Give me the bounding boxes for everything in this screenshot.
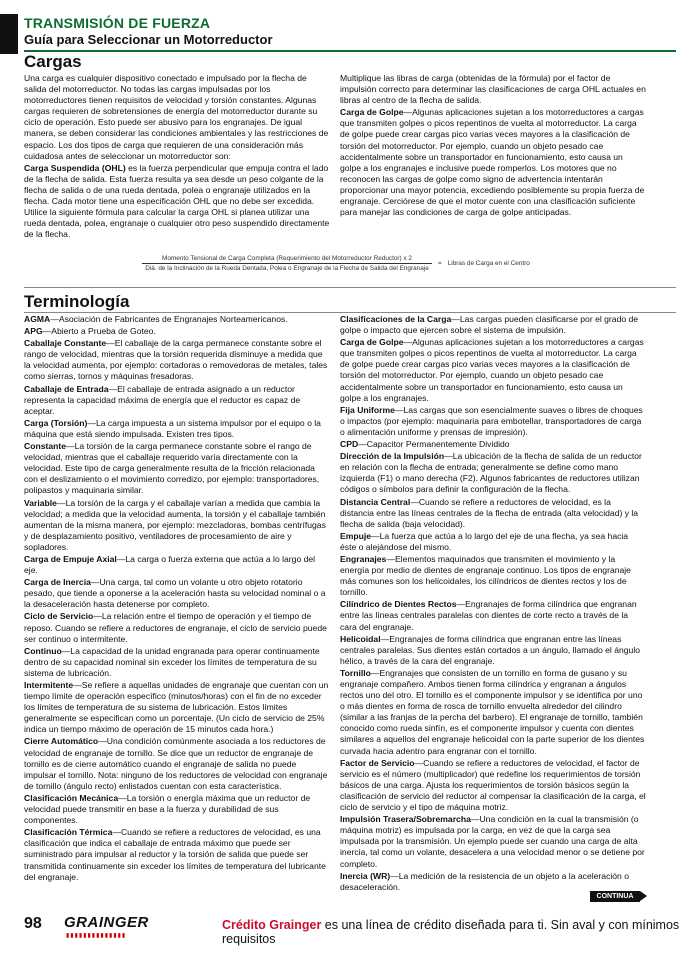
glossary-entry bbox=[24, 314, 330, 325]
glossary-entry-text: —Cuando se refiere a reductores de velocidad, es una clasificación que indica el caballaje de entrada máximo que puede ser suministrado para impulsar al reductor y la torsión de salida que puede ser transmitida continuamente sin exceder los límites de temperatura del lubricante del engranaje. bbox=[24, 827, 326, 882]
glossary-entry-term: Factor de Servicio bbox=[340, 757, 415, 768]
glossary-entry bbox=[340, 337, 646, 404]
glossary-entry bbox=[340, 314, 646, 336]
glossary-entry bbox=[24, 793, 330, 826]
glossary-entry bbox=[24, 498, 330, 553]
terminologia-left-column bbox=[24, 314, 330, 884]
glossary-entry-text: —Una carga, tal como un volante u otro objeto rotatorio pesado, que tiende a oponerse a la aceleración hasta su velocidad nominal o a la desaceleración hasta detenerse por completo. bbox=[24, 577, 326, 610]
glossary-entry-term: Clasificación Térmica bbox=[24, 827, 113, 838]
glossary-entry-text: —Capacitor Permanentemente Dividido bbox=[358, 439, 510, 450]
glossary-entry-term: Continuo bbox=[24, 645, 62, 656]
glossary-entry bbox=[340, 439, 646, 450]
glossary-entry-text: —La carga o fuerza externa que actúa a lo largo del eje. bbox=[24, 553, 316, 576]
glossary-entry-text: —La carga impuesta a un sistema impulsor por el equipo o la máquina que está siendo impulsada. Existen tres tipos. bbox=[24, 417, 321, 439]
glossary-entry-text: —Algunas aplicaciones sujetan a los motorreductores a cargas que transmiten golpes o picos repentinos de vuelta al motorreductor. La carga de golpe puede crear cargas pico varias veces mayores a la clasificación de torsión del motorreductor. Por ejemplo, cuando un objeto pesado cae accidentalmente sobre un transportador en funcionamiento, esto causa un golpe a los engranajes. bbox=[340, 337, 644, 403]
formula-numerator: Momento Tensional de Carga Completa (Requerimiento del Motorreductor Reductor) x 2 bbox=[142, 255, 432, 264]
cargas-heading: Cargas bbox=[24, 52, 82, 71]
glossary-entry-term: Ciclo de Servicio bbox=[24, 611, 94, 622]
glossary-entry-text: —Una condición comúnmente asociada a los reductores de velocidad de engranaje de tornillo. Se dice que un reductor de engranaje de tornillo es de cierre automático cuando el engranaje de salida no puede impulsar el tornillo. Nota: ninguno de los reductores de velocidad con engranaje de tornillo (ángulo recto) enlistados cuentan con esta característica. bbox=[24, 736, 328, 791]
glossary-entry bbox=[340, 599, 646, 632]
glossary-entry bbox=[24, 827, 330, 882]
cargas-paragraph-text: es la fuerza perpendicular que empuja contra el lado de la flecha de salida. Esta fuerza resulta ya sea desde un peso colgante de la flecha de salida o de una rueda dentada, polea o engranaje utilizados en la flecha. Cada motor tiene una especificación OHL que no debe ser excedida. Utilice la siguiente fórmula para calcular la carga OHL si planea utilizar una rueda dentada, polea, engranaje o cualquier otro peso suspendido directamente de la flecha. bbox=[24, 162, 330, 240]
glossary-entry bbox=[340, 554, 646, 598]
footer-ad-text: es una línea de crédito diseñada para ti. Sin aval y con mínimos requisitos bbox=[222, 918, 680, 946]
formula-result-text: Libras de Carga en el Centro bbox=[447, 260, 530, 267]
footer-credit-ad bbox=[222, 918, 700, 946]
glossary-entry-term: Caballaje de Entrada bbox=[24, 383, 109, 394]
formula-result bbox=[432, 260, 530, 267]
cargas-left-column bbox=[24, 73, 330, 241]
glossary-entry bbox=[24, 441, 330, 496]
glossary-entry bbox=[24, 680, 330, 735]
glossary-entry bbox=[340, 871, 646, 893]
formula-denominator: Diá. de la Inclinación de la Rueda Dentada, Polea o Engranaje de la Flecha de Salida del Engranaje bbox=[145, 265, 429, 272]
glossary-entry-text: —El caballaje de entrada asignado a un reductor representa la capacidad máxima de energía que el reductor es capaz de aceptar. bbox=[24, 383, 301, 416]
glossary-entry-term: Tornillo bbox=[340, 667, 371, 678]
glossary-entry-text: —La medición de la resistencia de un objeto a la aceleración o desaceleración. bbox=[340, 870, 630, 892]
glossary-entry-term: Carga de Golpe bbox=[340, 337, 404, 348]
glossary-entry-text: —Las cargas pueden clasificarse por el grado de golpe o impacto que ejercen sobre el sistema de impulsión. bbox=[340, 314, 639, 336]
footer-ad-brand: Crédito Grainger bbox=[222, 918, 322, 932]
glossary-entry bbox=[24, 338, 330, 382]
glossary-entry-term: AGMA bbox=[24, 314, 51, 324]
glossary-entry-term: Constante bbox=[24, 441, 67, 452]
glossary-entry-term: Fija Uniforme bbox=[340, 404, 395, 415]
glossary-entry bbox=[340, 405, 646, 438]
glossary-entry-term: Empuje bbox=[340, 530, 372, 541]
cargas-right-column bbox=[340, 73, 646, 219]
cargas-paragraph bbox=[340, 107, 646, 218]
glossary-entry-text: —Una condición en la cual la transmisión (o máquina motriz) es impulsada por la carga, en vez de que la carga sea impulsada por la transmisión. Un ejemplo puede ser cuando una carga de alta inercia, tal como un volante, desacelera a una velocidad menor o se detiene por completo. bbox=[340, 814, 645, 869]
glossary-entry-text: —La relación entre el tiempo de operación y el tiempo de reposo. Cuando se refiere a reductores de engranaje, el ciclo de servicio puede ser continuo o intermitente. bbox=[24, 611, 327, 644]
terminologia-heading: Terminología bbox=[24, 292, 130, 311]
glossary-entry-term: Caballaje Constante bbox=[24, 338, 107, 349]
cargas-paragraph-text: —Algunas aplicaciones sujetan a los motorreductores a cargas que transmiten golpes o picos repentinos de vuelta al motorreductor. La carga de golpe puede crear cargas pico varias veces mayores a la clasificación de torsión del motorreductor. Por ejemplo, cuando un objeto pesado cae accidentalmente sobre un transportador en funcionamiento, esto causa un golpe a los engranajes e inclusive puede romperlos. Los motores que no reconocen las cargas de golpe como signo de advertencia intentarán proporcionar una mayor potencia, excediendo posiblemente su propia fuerza de engranaje. Cerciórese de que el motor cuente con una clasificación suficiente para manejar las condiciones de carga de golpe anticipadas. bbox=[340, 107, 645, 218]
section-divider bbox=[24, 287, 676, 288]
glossary-entry-text: —Engranajes de forma cilíndrica que engranan entre las líneas centrales paralelas. Sus dientes están cortados a un ángulo, llamado el ángulo hélico, a través de la cara del engranaje. bbox=[340, 633, 641, 666]
section-title: TRANSMISIÓN DE FUERZA bbox=[24, 15, 211, 31]
glossary-entry-text: —Las cargas que son esencialmente suaves o libres de choques o impactos (por ejemplo: maquinaria para embotellar, transportadores de carga o alimentación uniforme y prensas de impresión). bbox=[340, 404, 643, 437]
glossary-entry-term: Cilíndrico de Dientes Rectos bbox=[340, 599, 457, 610]
glossary-entry-term: Cierre Automático bbox=[24, 736, 99, 747]
glossary-entry bbox=[24, 418, 330, 440]
glossary-entry-term: APG bbox=[24, 326, 43, 337]
cargas-paragraph-text: Una carga es cualquier dispositivo conectado e impulsado por la flecha de salida del motorreductor. No todas las cargas impulsadas por los motorreductores tienen requisitos de velocidad y torsión constantes. Algunas cargas requieren de sobretensiones de energía del motorreductor durante su ciclo de operación. Esto puede ser abusivo para los engranajes. De igual manera, se deben considerar las condiciones ambientales y las restricciones de espacio. Los dos tipos de carga que requieren de una consideración más cuidadosa antes de seleccionar un motorreductor son: bbox=[24, 73, 329, 161]
glossary-entry bbox=[24, 736, 330, 791]
glossary-entry bbox=[24, 326, 330, 337]
glossary-entry-term: Clasificación Mecánica bbox=[24, 792, 119, 803]
header-rule bbox=[24, 50, 676, 52]
glossary-entry-text: —Engranajes que consisten de un tornillo en forma de gusano y su engranaje compañero. Ambos tienen forma cilíndrica y engranan a ángulos rectos uno del otro. El tornillo es el componente impulsor y se identifica por uno o más dientes en forma de rosca de tornillo envuelta alrededor del cilindro (similar a las franjas de la percha del barbero). El engranaje de tornillo, también conocido como rueda sinfín, es el componente impulsor y cuenta con dientes similares a aquellos del engranaje helicoidal con la parte superior de los dientes curvada hacia adentro para engranar con el tornillo. bbox=[340, 667, 645, 756]
glossary-entry-text: —Abierto a Prueba de Goteo. bbox=[42, 326, 156, 337]
glossary-entry-text: —Asociación de Fabricantes de Engranajes Norteamericanos. bbox=[50, 314, 288, 324]
glossary-entry-term: Clasificaciones de la Carga bbox=[340, 314, 452, 324]
glossary-entry bbox=[340, 668, 646, 757]
grainger-logo: GRAINGER bbox=[64, 914, 149, 931]
glossary-entry bbox=[24, 611, 330, 644]
glossary-entry-term: Carga de Empuje Axial bbox=[24, 553, 117, 564]
glossary-entry-term: Inercia (WR) bbox=[340, 870, 391, 881]
side-tab-marker bbox=[0, 14, 18, 54]
cargas-paragraph-term: Carga Suspendida (OHL) bbox=[24, 162, 126, 173]
cargas-paragraph bbox=[340, 73, 646, 106]
glossary-entry-term: CPD bbox=[340, 439, 359, 450]
glossary-entry bbox=[340, 531, 646, 553]
glossary-entry-text: —La capacidad de la unidad engranada para operar continuamente dentro de su capacidad nominal sin exceder los límites de temperatura de su sistema de lubricación. bbox=[24, 645, 320, 678]
cargas-paragraph bbox=[24, 73, 330, 162]
page-number: 98 bbox=[24, 915, 42, 932]
section-subtitle: Guía para Seleccionar un Motorreductor bbox=[24, 32, 273, 47]
glossary-entry-text: —La ubicación de la flecha de salida de un reductor en relación con la flecha de entrada; generalmente se define como mano izquierda (F1) o mano derecha (F2). Algunos fabricantes de reductores utilizan códigos o símbolos para definir la configuración de la flecha. bbox=[340, 451, 642, 495]
glossary-entry-term: Carga (Torsión) bbox=[24, 417, 88, 428]
cargas-paragraph bbox=[24, 163, 330, 241]
glossary-entry bbox=[24, 577, 330, 610]
glossary-entry-text: —La torsión de la carga permanece constante sobre el rango de velocidad, mientras que el caballaje requerido varía directamente con la velocidad. Este tipo de carga generalmente resulta de la fricción relacionada con el deslizamiento o el movimiento corredizo, por ejemplo: transportadores, polipastos y maquinaria similar. bbox=[24, 441, 320, 496]
logo-underline-icon: ▮▮▮▮▮▮▮▮▮▮▮▮▮▮ bbox=[66, 933, 127, 939]
glossary-entry-term: Impulsión Trasera/Sobremarcha bbox=[340, 814, 471, 825]
glossary-entry-term: Carga de Inercia bbox=[24, 577, 91, 588]
glossary-entry-term: Dirección de la Impulsión bbox=[340, 451, 445, 462]
glossary-entry-text: —Cuando se refiere a reductores de velocidad, es la distancia entre las líneas centrales de la flecha de entrada (alta velocidad) y la flecha de salida (baja velocidad). bbox=[340, 496, 639, 529]
glossary-entry-term: Intermitente bbox=[24, 680, 74, 690]
glossary-entry bbox=[340, 758, 646, 813]
formula-equals: = bbox=[438, 260, 442, 267]
glossary-entry-text: —Cuando se refiere a reductores de velocidad, el factor de servicio es el número (multiplicador) que redefine los requerimientos de torsión básicos de una carga. Ajusta los requerimientos de torsión básicos según la clasificación de servicio del reductor al compensar la clasificación de la carga, el ciclo de servicio y el tipo de máquina motriz. bbox=[340, 757, 646, 813]
glossary-entry bbox=[24, 384, 330, 417]
terminologia-rule bbox=[24, 312, 676, 313]
glossary-entry bbox=[24, 554, 330, 576]
glossary-entry-text: —La fuerza que actúa a lo largo del eje de una flecha, ya sea hacia éste o alejándose del mismo. bbox=[340, 530, 629, 552]
continua-badge: CONTINUA bbox=[590, 891, 640, 902]
glossary-entry-term: Variable bbox=[24, 497, 57, 508]
glossary-entry bbox=[340, 814, 646, 869]
glossary-entry bbox=[340, 634, 646, 667]
glossary-entry-text: —La torsión de la carga y el caballaje varían a medida que cambia la velocidad; a medida que la velocidad aumenta, la torsión y el caballaje también aumentan de la misma manera, por ejemplo: mezcladoras, bombas centrífugas y de desplazamiento positivo, ventiladores de procesamiento de aire y sopladores. bbox=[24, 497, 326, 552]
terminologia-right-column bbox=[340, 314, 646, 894]
glossary-entry-text: —La torsión o energía máxima que un reductor de velocidad puede transmitir en base a la fuerza y durabilidad de sus componentes. bbox=[24, 792, 311, 826]
glossary-entry-text: —Se refiere a aquellas unidades de engranaje que cuentan con un tiempo límite de operación específico (minutos/horas) con el fin de no exceder los límites de temperatura de su sistema de lubricación. Estos límites generalmente se especifican como un porcentaje. (Un ciclo de servicio de 25% indica un tiempo máximo de operación de 15 minutos cada hora.) bbox=[24, 680, 329, 735]
glossary-entry bbox=[340, 451, 646, 495]
glossary-entry bbox=[340, 497, 646, 530]
glossary-entry-text: —El caballaje de la carga permanece constante sobre el rango de velocidad, mientras que la torsión requerida disminuye a medida que la velocidad aumenta, por ejemplo: cortadoras o removedoras de metales, tales como sierras, tornos y máquinas fresadoras. bbox=[24, 338, 328, 382]
glossary-entry-term: Distancia Central bbox=[340, 496, 411, 507]
cargas-paragraph-term: Carga de Golpe bbox=[340, 107, 404, 118]
cargas-paragraph-text: Multiplique las libras de carga (obtenidas de la fórmula) por el factor de impulsión correcto para determinar las clasificaciones de carga OHL actuales en libras al centro de la flecha de salida. bbox=[340, 73, 646, 106]
glossary-entry bbox=[24, 646, 330, 679]
glossary-entry-text: —Engranajes de forma cilíndrica que engranan entre las líneas centrales paralelas con dientes de corte recto a través de la cara del engranaje. bbox=[340, 599, 637, 632]
glossary-entry-term: Engranajes bbox=[340, 553, 387, 564]
glossary-entry-term: Helicoidal bbox=[340, 633, 381, 644]
glossary-entry-text: —Elementos maquinados que transmiten el movimiento y la energía por medio de dientes de engranaje continuo. Los tipos de engranaje más comunes son los helicoidales, los cilíndricos de dientes rectos y los de tornillo. bbox=[340, 553, 631, 598]
